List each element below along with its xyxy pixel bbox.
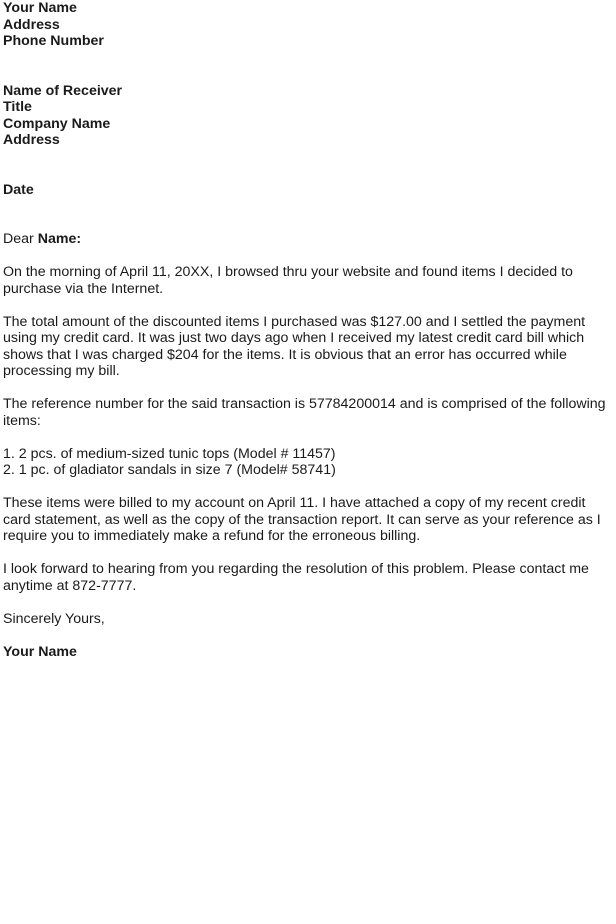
paragraph-line: On the morning of April 11, 20XX, I browsed thru your website and found items I decided to (3, 264, 573, 280)
salutation-prefix: Dear (3, 231, 38, 247)
paragraph-billing-error (3, 314, 616, 380)
paragraph-line: anytime at 872-7777. (3, 577, 137, 594)
receiver-block (3, 83, 616, 149)
paragraph-line: The reference number for the said transaction is 57784200014 and is comprised of the following (3, 396, 606, 412)
items-list (3, 446, 616, 479)
paragraph-contact (3, 561, 616, 594)
date-block (3, 182, 616, 199)
letter-date: Date (3, 181, 34, 198)
paragraph-refund-request (3, 495, 616, 545)
receiver-name: Name of Receiver (3, 82, 123, 99)
closing-block (3, 611, 616, 628)
paragraph-line: The total amount of the discounted items I purchased was $127.00 and I settled the payment (3, 313, 586, 330)
sender-phone: Phone Number (3, 33, 104, 49)
paragraph-line: I look forward to hearing from you regarding the resolution of this problem. Please contact me (3, 561, 589, 577)
signature-block (3, 644, 616, 661)
paragraph-line: shows that I was charged $204 for the items. It is obvious that an error has occurred while (3, 346, 567, 363)
list-item: 2. 1 pc. of gladiator sandals in size 7 (Model# 58741) (3, 462, 336, 478)
paragraph-line: require you to immediately make a refund for the erroneous billing. (3, 528, 421, 544)
receiver-address: Address (3, 132, 60, 148)
closing-text: Sincerely Yours, (3, 610, 105, 627)
list-item: 1. 2 pcs. of medium-sized tunic tops (Model # 11457) (3, 445, 336, 462)
sender-address: Address (3, 16, 60, 33)
receiver-title: Title (3, 99, 32, 115)
sender-block (3, 0, 616, 50)
paragraph-line: These items were billed to my account on April 11. I have attached a copy of my recent credit (3, 495, 586, 511)
paragraph-purchase (3, 264, 616, 297)
salutation-name: Name: (37, 231, 82, 247)
salutation (3, 231, 616, 248)
paragraph-line: items: (3, 412, 41, 429)
sender-name: Your Name (3, 0, 77, 16)
receiver-company: Company Name (3, 115, 111, 132)
paragraph-line: purchase via the Internet. (3, 280, 164, 297)
signature-name: Your Name (3, 643, 77, 660)
paragraph-line: card statement, as well as the copy of the transaction report. It can serve as your reference as I (3, 511, 601, 528)
paragraph-line: processing my bill. (3, 363, 120, 379)
paragraph-reference (3, 396, 616, 429)
paragraph-line: using my credit card. It was just two days ago when I received my latest credit card bill which (3, 330, 585, 346)
